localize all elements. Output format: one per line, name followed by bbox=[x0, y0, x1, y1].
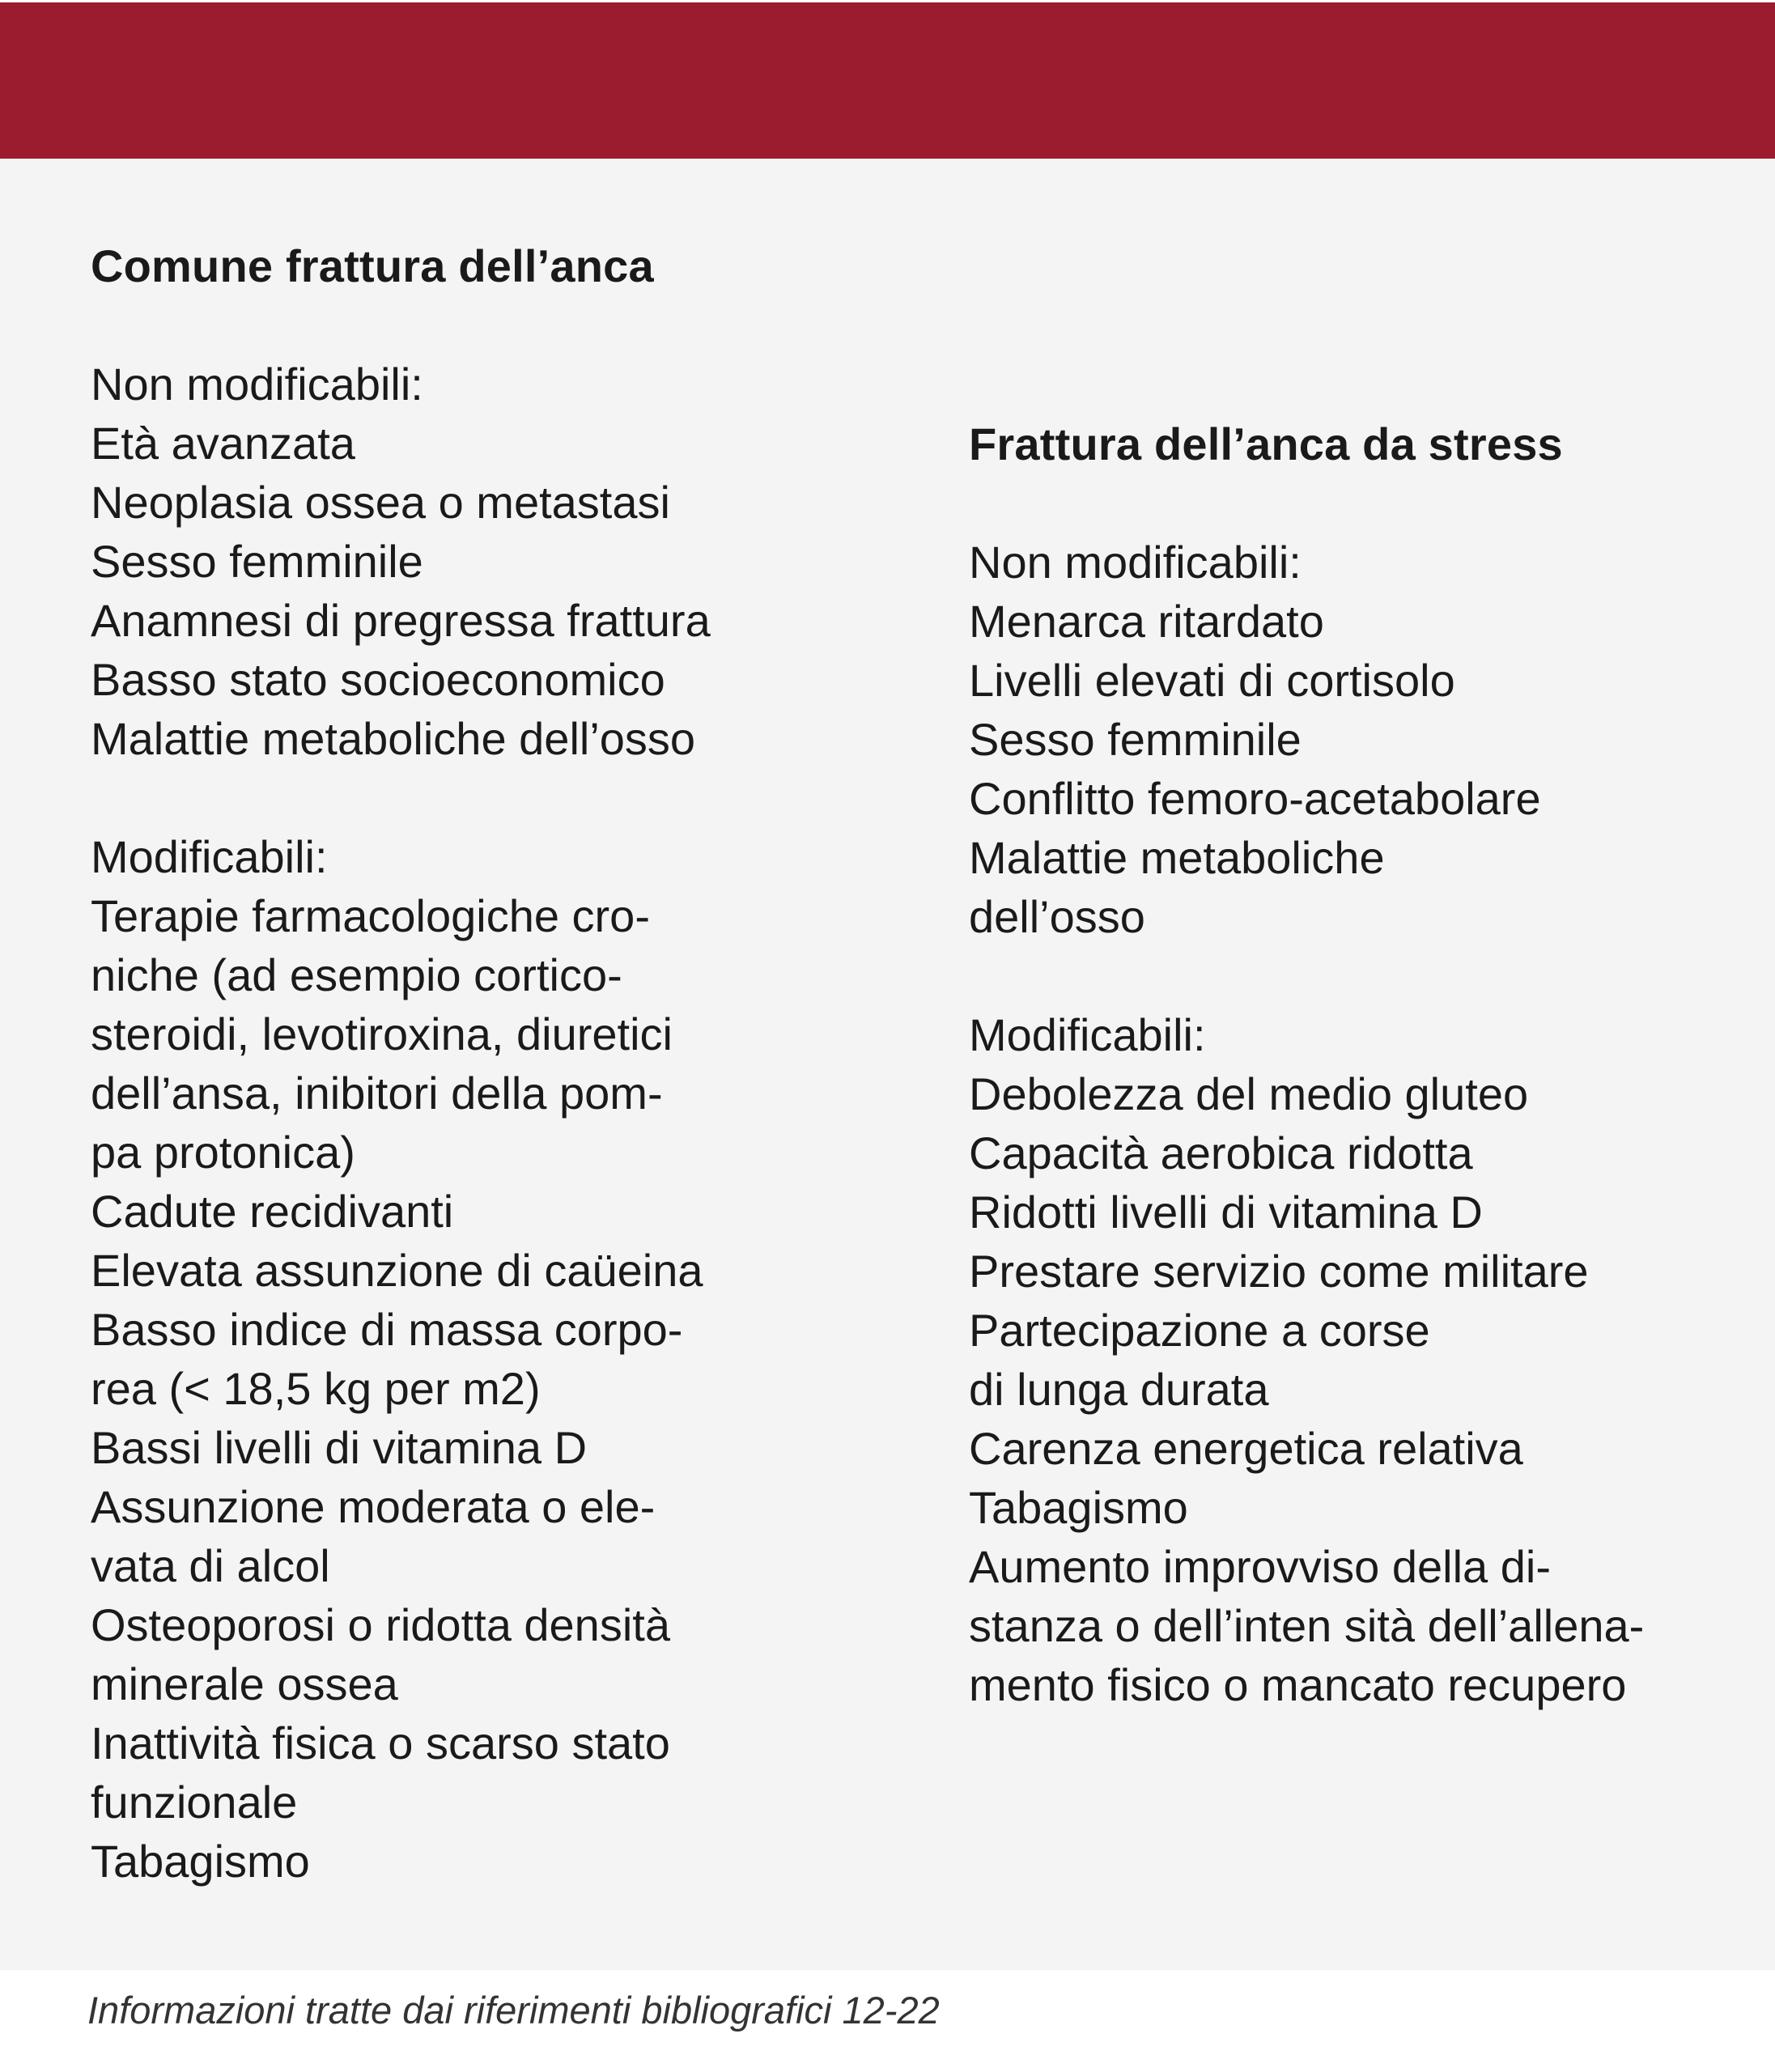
list-item: Assunzione moderata o ele- bbox=[91, 1481, 656, 1532]
left-non-modifiable-heading: Non modificabili: bbox=[91, 359, 423, 410]
list-item: Bassi livelli di vitamina D bbox=[91, 1422, 588, 1473]
list-item: niche (ad esempio cortico- bbox=[91, 949, 622, 1000]
list-item: stanza o dell’inten sità dell’allena- bbox=[969, 1600, 1645, 1651]
list-item: Debolezza del medio gluteo bbox=[969, 1068, 1529, 1119]
list-item: funzionale bbox=[91, 1777, 298, 1828]
list-item: Cadute recidivanti bbox=[91, 1186, 454, 1237]
list-item: Sesso femminile bbox=[969, 714, 1302, 765]
right-modifiable-list bbox=[969, 1064, 1730, 1714]
list-item: di lunga durata bbox=[969, 1364, 1269, 1415]
list-item: Malattie metaboliche dell’osso bbox=[91, 713, 696, 764]
right-non-modifiable-heading: Non modificabili: bbox=[969, 537, 1302, 588]
list-item: Elevata assunzione di caüeina bbox=[91, 1245, 703, 1296]
list-item: Ridotti livelli di vitamina D bbox=[969, 1187, 1483, 1238]
list-item: dell’osso bbox=[969, 891, 1145, 942]
left-column bbox=[91, 236, 819, 1891]
list-item: Sesso femminile bbox=[91, 536, 423, 587]
list-item: steroidi, levotiroxina, diuretici bbox=[91, 1008, 673, 1059]
left-modifiable-list bbox=[91, 886, 819, 1891]
list-item: Osteoporosi o ridotta densità bbox=[91, 1599, 670, 1650]
list-item: Malattie metaboliche bbox=[969, 832, 1385, 883]
right-column bbox=[969, 414, 1730, 1714]
list-item: pa protonica) bbox=[91, 1127, 355, 1178]
list-item: Terapie farmacologiche cro- bbox=[91, 890, 650, 941]
list-item: mento fisico o mancato recupero bbox=[969, 1659, 1627, 1710]
spacer bbox=[969, 473, 1730, 533]
left-modifiable-heading: Modificabili: bbox=[91, 831, 328, 882]
list-item: Tabagismo bbox=[969, 1482, 1188, 1533]
spacer bbox=[91, 295, 819, 355]
list-item: Inattività fisica o scarso stato bbox=[91, 1717, 670, 1768]
list-item: Basso stato socioeconomico bbox=[91, 654, 665, 705]
source-footnote: Informazioni tratte dai riferimenti bibliografici 12-22 bbox=[87, 1989, 940, 2032]
list-item: Conflitto femoro-acetabolare bbox=[969, 773, 1541, 824]
list-item: dell’ansa, inibitori della pom- bbox=[91, 1068, 663, 1119]
list-item: Partecipazione a corse bbox=[969, 1305, 1430, 1356]
header-band bbox=[0, 2, 1775, 159]
list-item: Prestare servizio come militare bbox=[969, 1246, 1589, 1297]
left-non-modifiable-list bbox=[91, 414, 819, 768]
right-modifiable-heading: Modificabili: bbox=[969, 1009, 1206, 1060]
list-item: Menarca ritardato bbox=[969, 596, 1324, 647]
right-column-title: Frattura dell’anca da stress bbox=[969, 418, 1563, 469]
list-item: Livelli elevati di cortisolo bbox=[969, 655, 1455, 706]
spacer bbox=[969, 946, 1730, 1005]
list-item: Carenza energetica relativa bbox=[969, 1423, 1523, 1474]
list-item: Età avanzata bbox=[91, 418, 355, 469]
right-non-modifiable-list bbox=[969, 592, 1730, 946]
list-item: vata di alcol bbox=[91, 1540, 330, 1591]
list-item: Basso indice di massa corpo- bbox=[91, 1304, 683, 1355]
list-item: Capacità aerobica ridotta bbox=[969, 1127, 1473, 1178]
list-item: Aumento improvviso della di- bbox=[969, 1541, 1551, 1592]
list-item: Tabagismo bbox=[91, 1836, 310, 1887]
list-item: Anamnesi di pregressa frattura bbox=[91, 595, 711, 646]
list-item: Neoplasia ossea o metastasi bbox=[91, 477, 670, 528]
left-column-title: Comune frattura dell’anca bbox=[91, 240, 654, 291]
list-item: minerale ossea bbox=[91, 1658, 398, 1709]
list-item: rea (< 18,5 kg per m2) bbox=[91, 1363, 541, 1414]
spacer bbox=[91, 768, 819, 827]
